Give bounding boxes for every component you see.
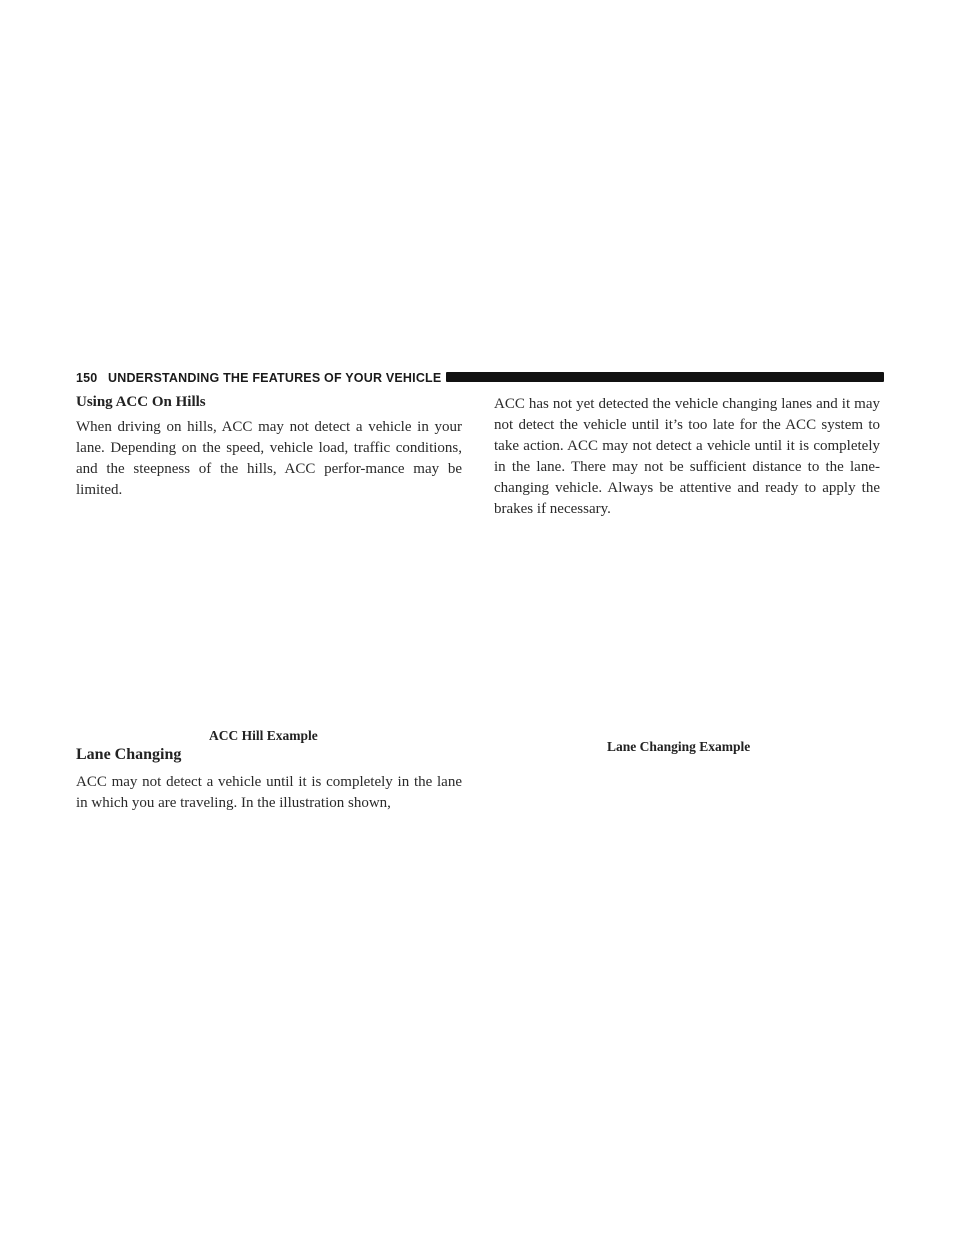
- section-heading-lane-changing: Lane Changing: [76, 746, 182, 763]
- lane-changing-continued-paragraph: ACC has not yet detected the vehicle changing lanes and it may not detect the vehicle until it’s too late for the ACC system to take action. ACC may not detect a vehicle until it is completely in the lane. There may not be sufficient distance to the lane-changing vehicle. Always be attentive and ready to apply the brakes if necessary.: [494, 396, 880, 517]
- lane-changing-paragraph: ACC may not detect a vehicle until it is completely in the lane in which you are traveling. In the illustration shown,: [76, 774, 462, 811]
- page-header: [76, 366, 884, 388]
- hill-illustration-placeholder: [76, 512, 462, 726]
- page-number: 150: [76, 371, 98, 385]
- lane-changing-illustration-placeholder: [494, 512, 880, 736]
- header-rule: [446, 372, 884, 382]
- running-head: UNDERSTANDING THE FEATURES OF YOUR VEHICLE: [108, 371, 442, 385]
- section-heading-hills: Using ACC On Hills: [76, 394, 206, 410]
- hills-paragraph: When driving on hills, ACC may not detect a vehicle in your lane. Depending on the speed, vehicle load, traffic conditions, and the steepness of the hills, ACC perfor-mance may be limited.: [76, 419, 462, 498]
- hill-caption: ACC Hill Example: [209, 728, 318, 743]
- lane-changing-caption: Lane Changing Example: [607, 739, 751, 754]
